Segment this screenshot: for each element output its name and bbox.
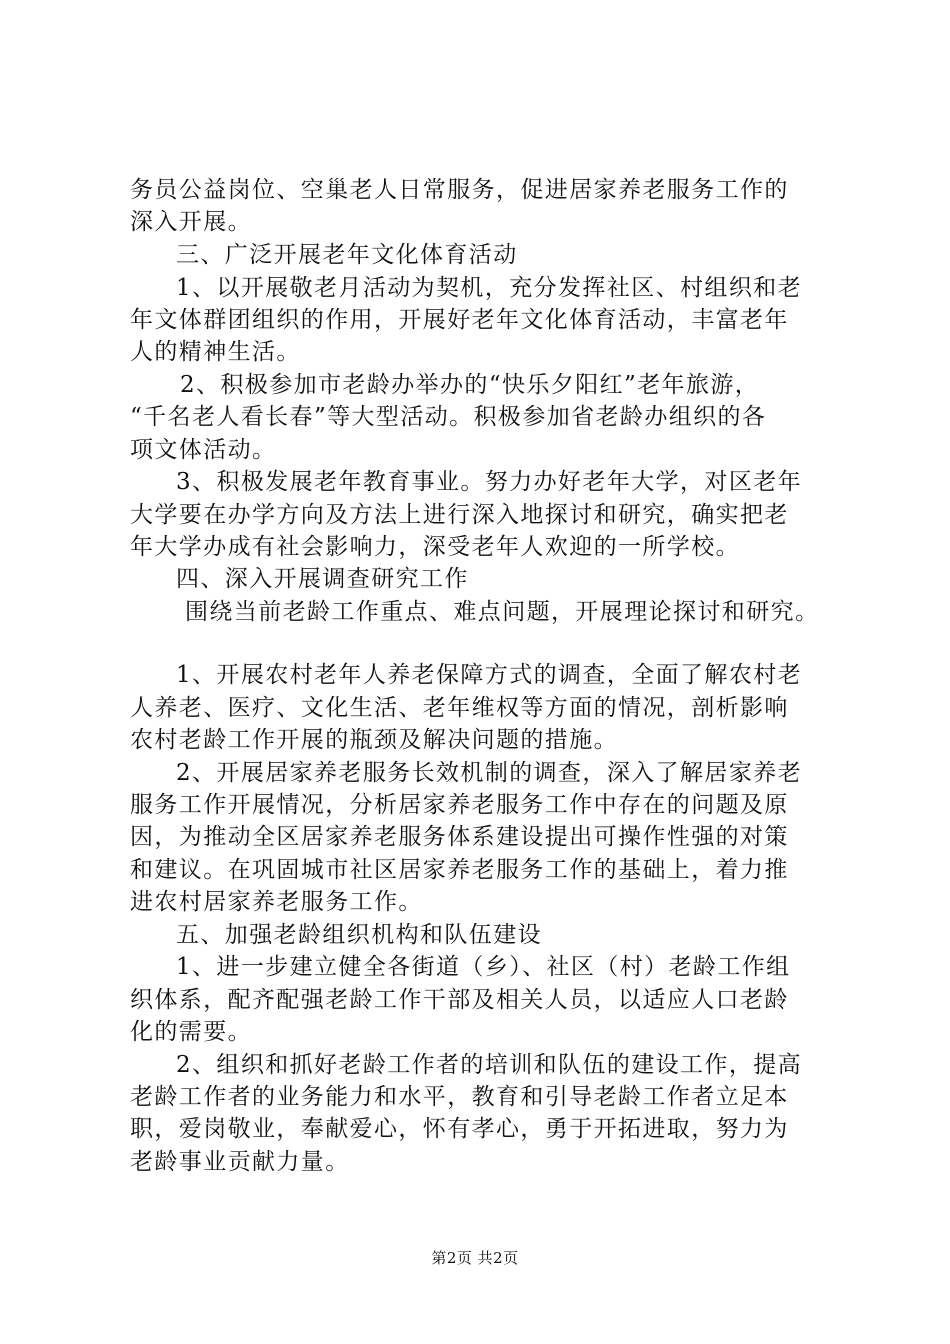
body-line: 2、开展居家养老服务长效机制的调查，深入了解居家养老 — [176, 760, 803, 786]
body-line: 老龄事业贡献力量。 — [130, 1149, 350, 1175]
body-line: 1、进一步建立健全各街道（乡）、社区（村）老龄工作组 — [176, 954, 791, 980]
body-line: 服务工作开展情况，分析居家养老服务工作中存在的问题及原 — [130, 792, 789, 818]
body-line: 2、积极参加市老龄办举办的“快乐夕阳红”老年旅游， — [180, 372, 760, 398]
body-line: 年大学办成有社会影响力，深受老年人欢迎的一所学校。 — [130, 534, 740, 560]
body-line: 人的精神生活。 — [130, 339, 301, 365]
body-line: 3、积极发展老年教育事业。努力办好老年大学，对区老年 — [176, 469, 803, 495]
body-line: 项文体活动。 — [130, 437, 277, 463]
body-line: 大学要在办学方向及方法上进行深入地探讨和研究，确实把老 — [130, 502, 789, 528]
body-line: 进农村居家养老服务工作。 — [130, 889, 423, 915]
body-line: 务员公益岗位、空巢老人日常服务，促进居家养老服务工作的 — [130, 177, 789, 203]
body-line: 2、组织和抓好老龄工作者的培训和队伍的建设工作，提高 — [176, 1052, 803, 1078]
body-line: 织体系，配齐配强老龄工作干部及相关人员，以适应人口老龄 — [130, 987, 789, 1013]
body-line: 老龄工作者的业务能力和水平，教育和引导老龄工作者立足本 — [130, 1084, 789, 1110]
body-line: 年文体群团组织的作用，开展好老年文化体育活动，丰富老年 — [130, 307, 789, 333]
body-line: 1、开展农村老年人养老保障方式的调查，全面了解农村老 — [176, 662, 803, 688]
body-line: 深入开展。 — [130, 209, 252, 235]
body-line: 围绕当前老龄工作重点、难点问题，开展理论探讨和研究。 — [185, 599, 820, 625]
body-line: 职，爱岗敬业，奉献爱心，怀有孝心，勇于开拓进取，努力为 — [130, 1116, 789, 1142]
page-number-footer: 第2页 共2页 — [431, 1249, 519, 1267]
body-line: 农村老龄工作开展的瓶颈及解决问题的措施。 — [130, 727, 618, 753]
body-line: 和建议。在巩固城市社区居家养老服务工作的基础上，着力推 — [130, 857, 789, 883]
body-line: “千名老人看长春”等大型活动。积极参加省老龄办组织的各 — [130, 404, 767, 430]
body-line: 1、以开展敬老月活动为契机，充分发挥社区、村组织和老 — [176, 275, 803, 301]
body-line: 因，为推动全区居家养老服务体系建设提出可操作性强的对策 — [130, 824, 789, 850]
section-heading: 四、深入开展调查研究工作 — [176, 566, 469, 592]
body-line: 化的需要。 — [130, 1019, 252, 1045]
body-line: 人养老、医疗、文化生活、老年维权等方面的情况，剖析影响 — [130, 695, 789, 721]
section-heading: 三、广泛开展老年文化体育活动 — [176, 242, 518, 268]
section-heading: 五、加强老龄组织机构和队伍建设 — [176, 922, 542, 948]
